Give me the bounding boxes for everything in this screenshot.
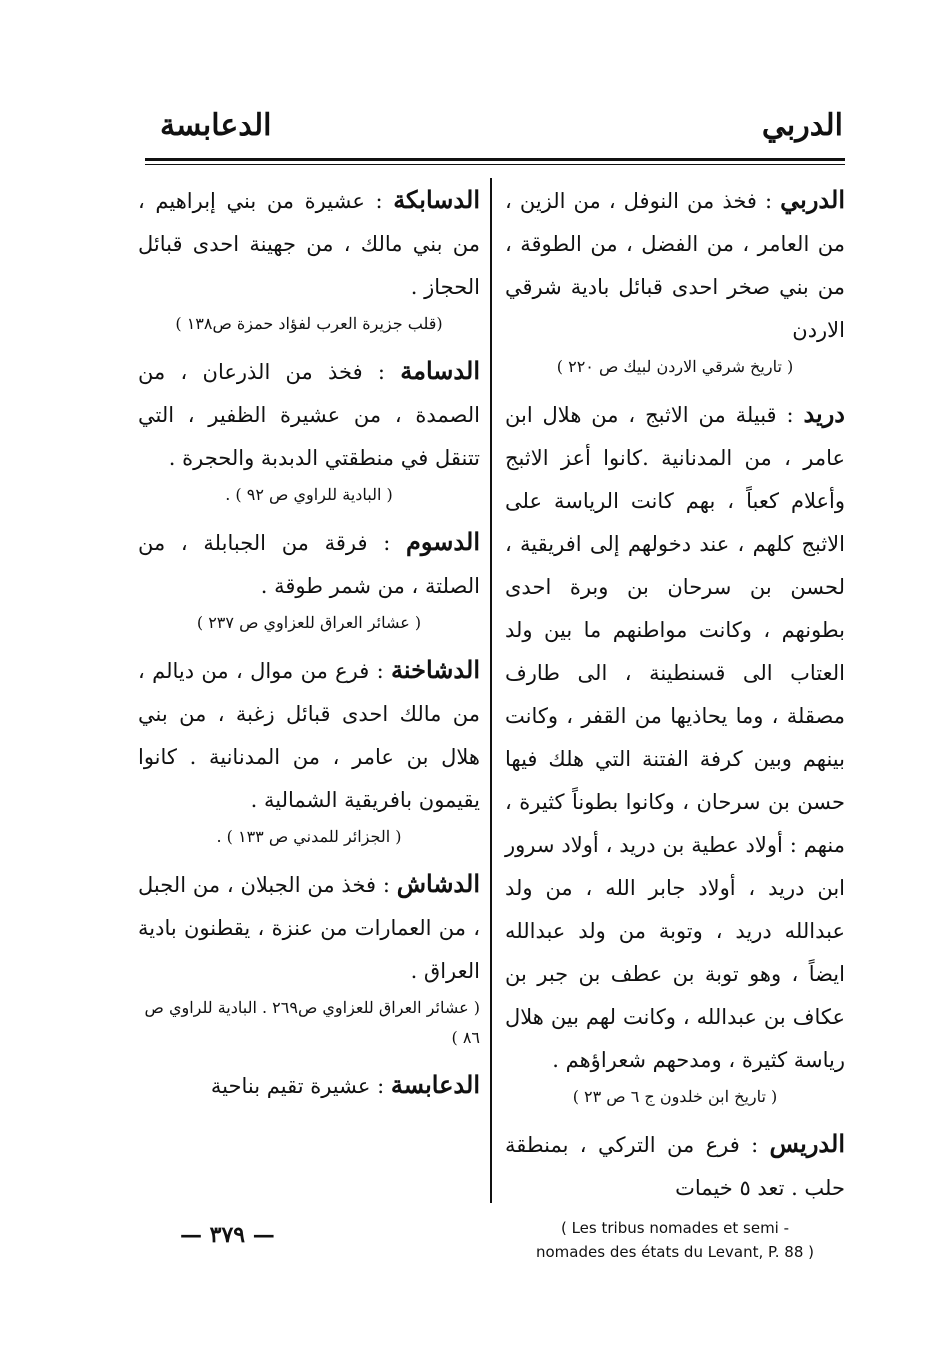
entry-term: الدسوم: [406, 527, 480, 556]
entry-source: ( البادية للراوي ص ٩٢ ) .: [225, 485, 393, 504]
running-head-left: الدعابسة: [160, 108, 272, 143]
page-number: — ٣٧٩ —: [180, 1222, 275, 1248]
left-column: [138, 178, 480, 1108]
entry-term: الدشاخنة: [391, 655, 480, 684]
entry-source: ( تاريخ ابن خلدون ج ٦ ص ٢٣ ): [572, 1087, 778, 1106]
running-head-right: الدربي: [761, 108, 843, 143]
entry-source: (قلب جزيرة العرب لفؤاد حمزة ص١٣٨ ): [175, 314, 443, 333]
entry-text: : عشيرة تقيم بناحية: [210, 1074, 391, 1098]
entry: [505, 178, 845, 352]
entry-term: الدعابسة: [390, 1070, 480, 1099]
column-divider: [490, 178, 492, 1203]
entry: [138, 1063, 480, 1108]
right-column: [505, 178, 845, 1264]
entry: [138, 648, 480, 822]
entry-term: الدربي: [780, 185, 845, 214]
entry-text: : فرع من التركي ، بمنطقة حلب . تعد ٥ خيمات: [505, 1133, 845, 1200]
latin-source: [505, 1216, 845, 1264]
entry-text: : فخذ من الجبلان ، من الجبل ، من العمارات من عنزة ، يقطنون بادية العراق .: [138, 873, 480, 983]
entry-text: : فخذ من النوفل ، من الزين ، من العامر ، من الفضل ، من الطوقة ، من بني صخر احدى قبائل بادية شرقي الاردن: [505, 189, 845, 342]
entry-source: ( تاريخ شرقي الاردن لبيك ص ٢٢٠ ): [556, 357, 794, 376]
entry: [138, 862, 480, 993]
entry-term: الدسامة: [400, 356, 480, 385]
header-rule: [145, 158, 845, 161]
entry-term: الدريس: [769, 1129, 845, 1158]
entry: [505, 1122, 845, 1210]
entry-text: : فرقة من الجبابلة ، من الصلتة ، من شمر طوقة .: [138, 531, 480, 598]
entry-term: الدشاش: [396, 869, 480, 898]
entry-term: الدسابكة: [393, 185, 480, 214]
latin-source-line: ( Les tribus nomades et semi -: [560, 1219, 790, 1237]
entry: [138, 520, 480, 608]
entry: [138, 178, 480, 309]
latin-source-line: nomades des états du Levant, P. 88 ): [536, 1243, 814, 1261]
entry-source: ( الجزائر للمدني ص ١٣٣ ) .: [216, 827, 402, 846]
entry: [138, 349, 480, 480]
entry-text: : فرع من موال ، من ديالم ، من مالك احدى قبائل زغبة ، من بني هلال بن عامر ، من المدنانية . كانوا يقيمون بافريقية الشمالية .: [138, 659, 480, 812]
header-rule-thin: [145, 164, 845, 165]
entry-text: : فخذ من الذرعان ، من الصمدة ، من عشيرة الظفير ، التي تتنقل في منطقتي الدبدبة والحجرة .: [138, 360, 480, 470]
entry: [505, 392, 845, 1082]
entry-source: ( عشائر العراق للعزاوي ص ٢٣٧ ): [196, 613, 422, 632]
entry-text: : قبيلة من الاثبج ، من هلال ابن عامر ، من المدنانية .كانوا أعز الاثبج وأعلام كعباً ، بهم كانت الرياسة على الاثبج كلهم ، عند دخولهم إلى افريقية ، لحسن بن سرحان بن وبرة احدى بطونهم ، وكانت مواطنهم ما بين ولد العتاب الى قسنطينة ، الى طارف مصقلة ، وما يحاذيها من القفر ، وكانت بينهم وبين كرفة الفتنة التي هلك فيها حسن بن سرحان ، وكانوا بطوناً كثيرة ، منهم : أولاد عطية بن دريد ، أولاد سرور ابن دريد ، أولاد جابر الله ، من ولد عبدالله دريد ، وتوبة من ولد عبدالله ايضاً ، وهو توبة بن عطف بن جبر بن عكاف بن عبدالله ، وكانت لهم بين هلال رياسة كثيرة ، ومدحهم شعراؤهم .: [505, 403, 845, 1072]
entry-text: : عشيرة من بني إبراهيم ، من بني مالك ، من جهينة احدى قبائل الحجاز .: [138, 189, 480, 299]
entry-term: دريد: [803, 399, 845, 428]
entry-source: ( عشائر العراق للعزاوي ص٢٦٩ . البادية للراوي ص ٨٦ ): [144, 998, 480, 1047]
